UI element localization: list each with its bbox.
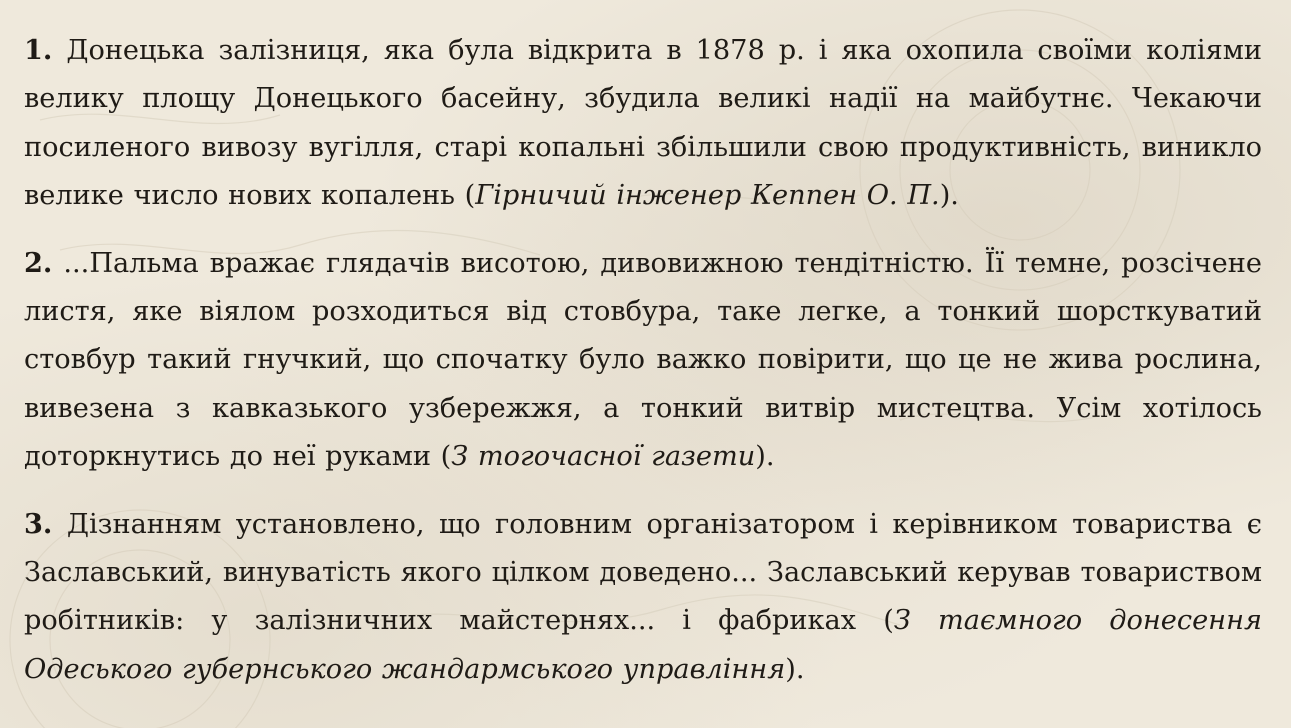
- paragraph-tail: ).: [939, 180, 959, 212]
- paragraph-3: [24, 500, 1262, 695]
- document-body: [24, 26, 1262, 712]
- source-citation: Гірничий інженер Кеппен О. П.: [475, 180, 940, 212]
- source-citation: З таємного донесення Одеського губернського жандармського управління: [24, 605, 1262, 685]
- paragraph-number: 2.: [24, 246, 53, 279]
- source-citation: З тогочасної газети: [451, 441, 756, 473]
- paragraph-text: ...Пальма вражає глядачів висотою, дивовижною тендітністю. Її темне, розсічене листя, яке віялом розходиться від стовбура, таке легке, а тонкий шорсткуватий стовбур такий гнучкий, що спочатку було важко повірити, що це не жива рослина, вивезена з кавказького узбережжя, а тонкий витвір мистецтва. Усім хотілось доторкнутись до неї руками (: [24, 247, 1262, 473]
- paragraph-1: [24, 26, 1262, 221]
- paragraph-2: [24, 239, 1262, 482]
- paragraph-text: Донецька залізниця, яка була відкрита в 1878 р. і яка охопила своїми коліями велику площу Донецького басейну, збудила великі надії на майбутнє. Чекаючи посиленого вивозу вугілля, старі копальні збільшили свою продуктивність, виникло велике число нових копалень (: [24, 35, 1262, 212]
- paragraph-tail: ).: [755, 441, 775, 473]
- paragraph-tail: ).: [785, 653, 805, 685]
- paragraph-number: 1.: [24, 34, 53, 66]
- paragraph-text: Дізнанням установлено, що головним організатором і керівником товариства є Заславський, винуватість якого цілком доведено... Заславський керував товариством робітників: у залізничних майстернях... і фабриках (: [24, 508, 1262, 637]
- paragraph-number: 3.: [24, 507, 53, 540]
